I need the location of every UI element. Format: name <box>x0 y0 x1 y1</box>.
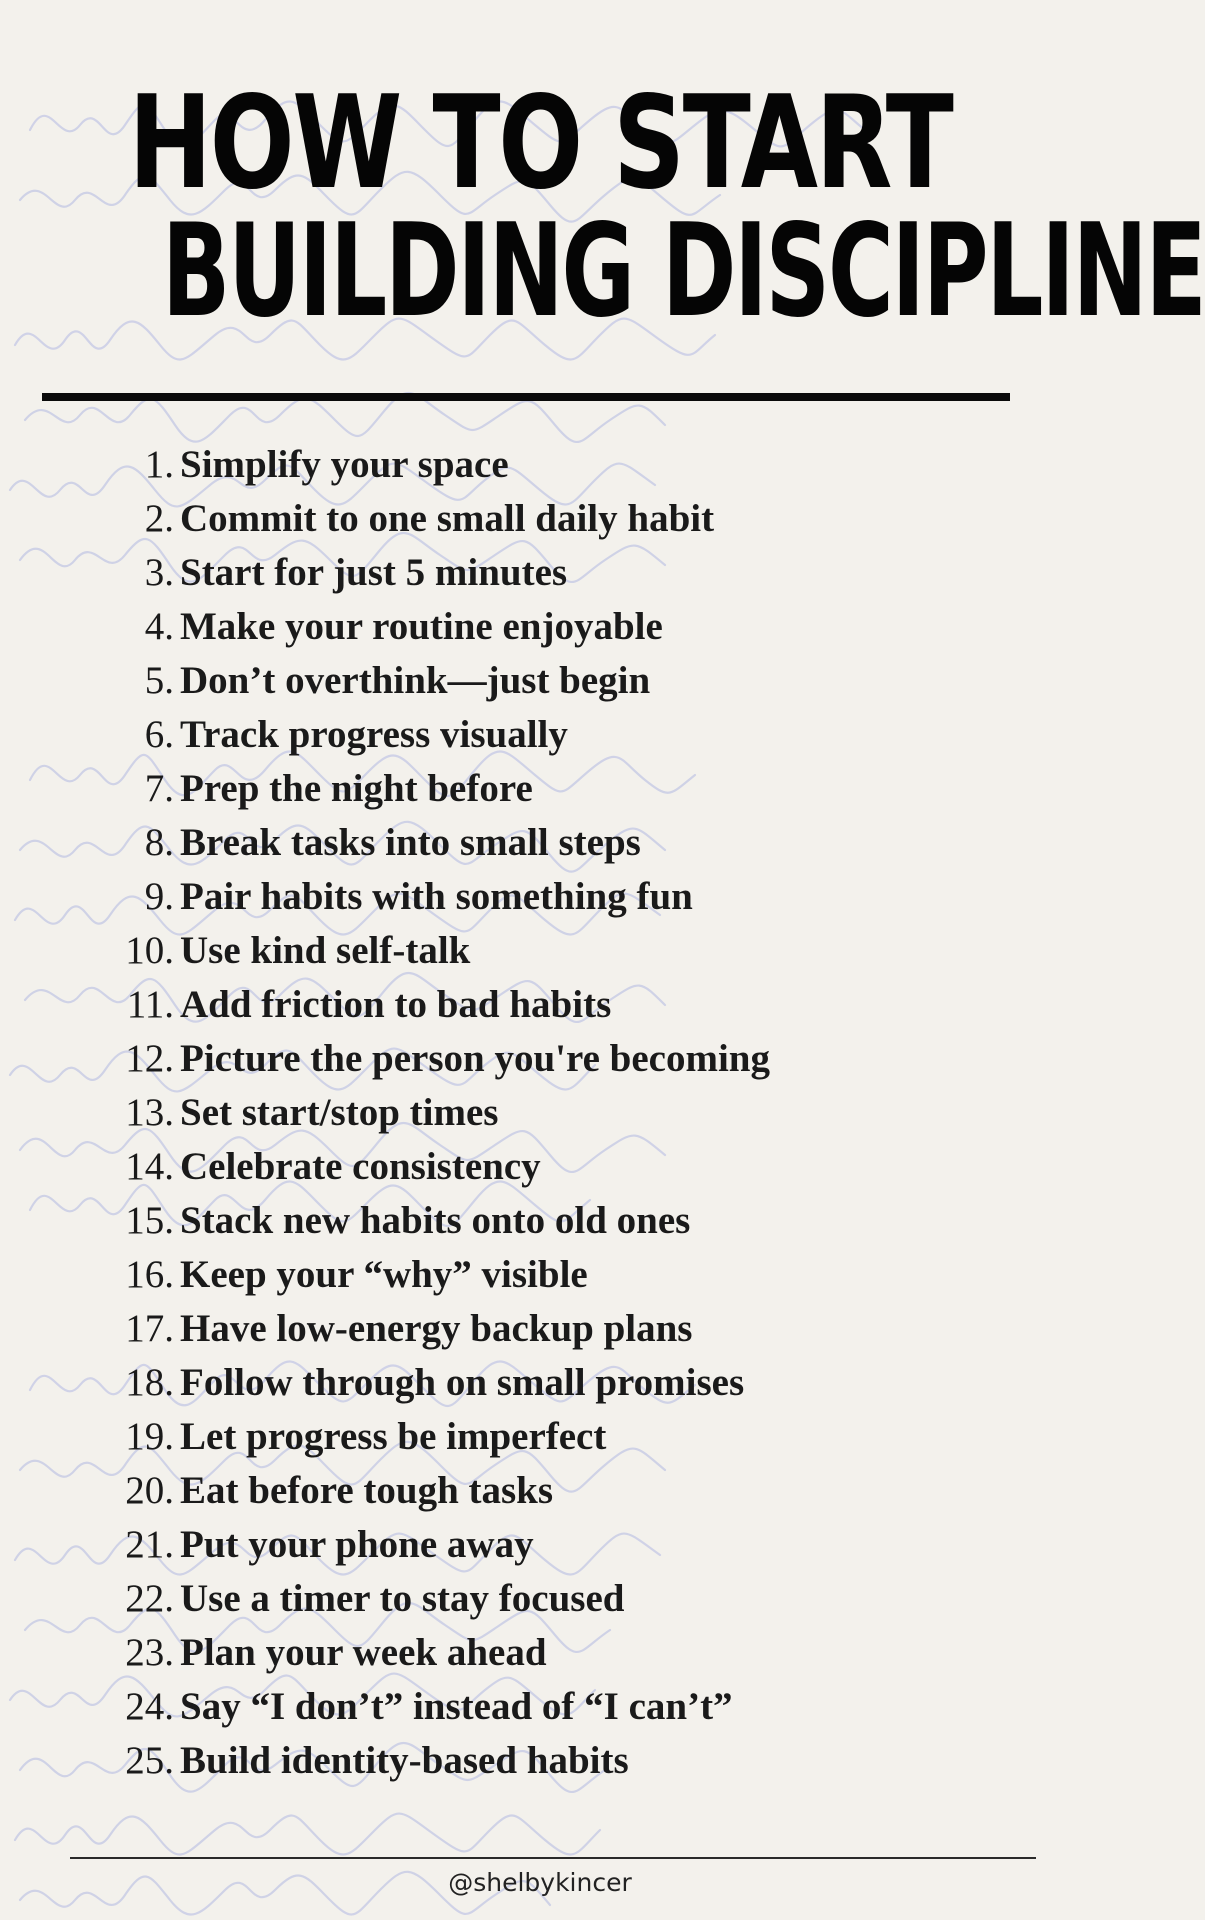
list-item <box>0 1085 1080 1139</box>
list-item <box>0 437 1080 491</box>
list-item <box>0 491 1080 545</box>
list-item-text: Have low-energy backup plans <box>180 1306 693 1350</box>
list-item-number: 7. <box>144 766 174 810</box>
list-item-text: Make your routine enjoyable <box>180 604 663 648</box>
list-item-text: Plan your week ahead <box>180 1630 547 1674</box>
list-item-text: Build identity-based habits <box>180 1738 629 1782</box>
list-item-number: 17. <box>125 1306 174 1350</box>
list-item-number: 13. <box>125 1090 174 1134</box>
list-item <box>0 1517 1080 1571</box>
list-item <box>0 1301 1080 1355</box>
list-item-number: 22. <box>125 1576 174 1620</box>
list-item <box>0 923 1080 977</box>
list-item <box>0 1679 1080 1733</box>
list-item-number: 18. <box>125 1360 174 1404</box>
author-handle: @shelbykincer <box>448 1868 632 1897</box>
list-item-text: Stack new habits onto old ones <box>180 1198 691 1242</box>
list-item-text: Pair habits with something fun <box>180 874 693 918</box>
list-item-number: 4. <box>144 604 174 648</box>
list-item-number: 8. <box>144 820 174 864</box>
list-item-text: Set start/stop times <box>180 1090 499 1134</box>
list-item-text: Let progress be imperfect <box>180 1414 607 1458</box>
list-item <box>0 1733 1080 1787</box>
list-item <box>0 815 1080 869</box>
list-item <box>0 869 1080 923</box>
list-item <box>0 599 1080 653</box>
list-item-text: Track progress visually <box>180 712 568 756</box>
list-item-text: Put your phone away <box>180 1522 534 1566</box>
list-item-text: Keep your “why” visible <box>180 1252 588 1296</box>
list-item-number: 1. <box>144 442 174 486</box>
list-item-number: 14. <box>125 1144 174 1188</box>
title-divider <box>42 393 1010 401</box>
list-item <box>0 761 1080 815</box>
list-item-number: 11. <box>126 982 174 1026</box>
list-item-number: 21. <box>125 1522 174 1566</box>
list-item-number: 20. <box>125 1468 174 1512</box>
list-item <box>0 1625 1080 1679</box>
list-item <box>0 1355 1080 1409</box>
list-item-text: Break tasks into small steps <box>180 820 641 864</box>
list-item <box>0 977 1080 1031</box>
list-item-text: Add friction to bad habits <box>180 982 612 1026</box>
list-item-number: 19. <box>125 1414 174 1458</box>
list-item <box>0 1193 1080 1247</box>
list-item-number: 6. <box>144 712 174 756</box>
list-item <box>0 1247 1080 1301</box>
list-item-number: 16. <box>125 1252 174 1296</box>
list-item-text: Prep the night before <box>180 766 533 810</box>
list-item-number: 23. <box>125 1630 174 1674</box>
list-item <box>0 1463 1080 1517</box>
list-item-number: 9. <box>144 874 174 918</box>
list-item-number: 24. <box>125 1684 174 1728</box>
list-item-text: Simplify your space <box>180 442 509 486</box>
list-item <box>0 1139 1080 1193</box>
list-item-text: Follow through on small promises <box>180 1360 745 1404</box>
list-item-number: 2. <box>144 496 174 540</box>
list-item-text: Use a timer to stay focused <box>180 1576 625 1620</box>
list-item-text: Say “I don’t” instead of “I can’t” <box>180 1684 733 1728</box>
list-item <box>0 1409 1080 1463</box>
title-line-2: BUILDING DISCIPLINE <box>162 197 1205 346</box>
list-item-number: 25. <box>125 1738 174 1782</box>
footer-divider <box>70 1857 1036 1859</box>
tips-list <box>0 437 1080 1787</box>
list-item-text: Use kind self-talk <box>180 928 471 972</box>
list-item-number: 15. <box>125 1198 174 1242</box>
list-item-text: Don’t overthink—just begin <box>180 658 651 702</box>
list-item-number: 12. <box>125 1036 174 1080</box>
list-item-number: 5. <box>144 658 174 702</box>
list-item-text: Eat before tough tasks <box>180 1468 554 1512</box>
list-item <box>0 545 1080 599</box>
list-item-text: Commit to one small daily habit <box>180 496 715 540</box>
list-item <box>0 1031 1080 1085</box>
title-line-1: HOW TO START <box>128 69 952 218</box>
list-item <box>0 1571 1080 1625</box>
list-item <box>0 707 1080 761</box>
list-item <box>0 653 1080 707</box>
list-item-text: Picture the person you're becoming <box>180 1036 770 1080</box>
list-item-number: 3. <box>144 550 174 594</box>
list-item-number: 10. <box>125 928 174 972</box>
list-item-text: Start for just 5 minutes <box>180 550 568 594</box>
list-item-text: Celebrate consistency <box>180 1144 541 1188</box>
